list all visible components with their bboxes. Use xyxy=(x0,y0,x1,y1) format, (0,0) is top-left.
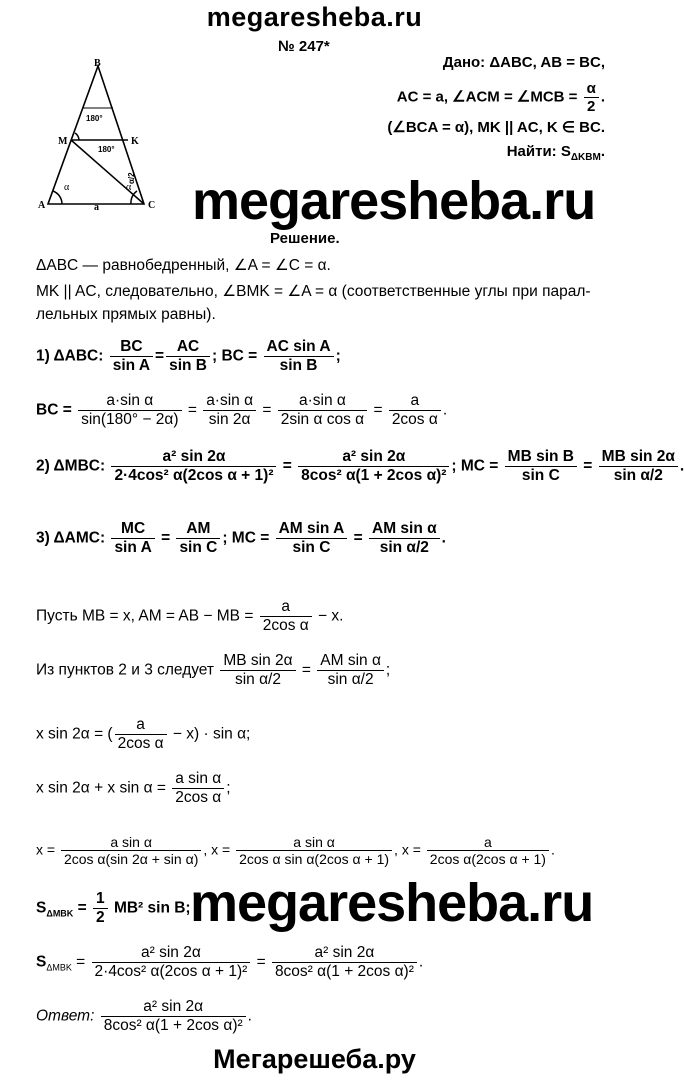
site-footer[interactable]: Мегарешеба.ру xyxy=(213,1044,416,1074)
step-1: 1) ΔABC: $\frac{BC}{\text{sin A}}$ = $\frac{AC}{\text{sin B}}$ ; BC = $\frac{\text{AC sin A}}{\text{sin B}}$ ; xyxy=(36,338,341,374)
area-result: $S_{\Delta MBK}$ = $\frac{\text{a² sin 2α}}{\text{2·4cos² α(2cos α + 1)²}}$ = $\frac{\text{a² sin 2α}}{\text{8cos² α(1 + 2cos α)²}}$ . xyxy=(36,944,424,980)
equation-2: x sin 2α + x sin α = $\frac{\text{a sin α}}{\text{2cos α}}$ ; xyxy=(36,770,231,806)
step-2: 2) ΔMBC: $\frac{\text{a² sin 2α}}{\text{2·4cos² α(2cos α + 1)²}}$ = $\frac{\text{a² sin 2α}}{\text{8cos² α(1 + 2cos α)²}}$ ; MC = $\frac{\text{MB sin B}}{\text{sin C}}$ = $\frac{\text{MB sin 2α}}{\text{sin α/2}}$ . xyxy=(36,448,684,484)
label-alpha-half: α/2 xyxy=(127,172,136,184)
area-formula: $S_{\Delta MBK}$ = $\frac{1}{2}$ MB² sin B; xyxy=(36,890,191,926)
watermark-2: megaresheba.ru xyxy=(190,873,594,933)
given-line-1: Дано: ΔABC, AB = BC, xyxy=(442,54,605,71)
x-solution: x = $\frac{\text{a sin α}}{\text{2cos α(sin 2α + sin α)}}$ , x = $\frac{\text{a sin α}}{\text{2cos α sin α(2cos α + 1)}}$ , x = $\frac{a}{\text{2cos α(2cos α + 1)}}$ . xyxy=(36,834,555,868)
label-alpha-a: α xyxy=(64,182,70,193)
label-alpha-c: α xyxy=(126,182,132,193)
label-angle-180-1: 180° xyxy=(86,114,103,123)
label-M: M xyxy=(58,136,68,147)
find-line: Найти: $S_{\Delta KBM}$. xyxy=(506,143,605,163)
solution-title: Решение. xyxy=(270,230,340,247)
let-line: Пусть MB = x, AM = AB − MB = $\frac{a}{\text{2cos α}}$ − x. xyxy=(36,598,344,634)
solution-line-1: ΔABC — равнобедренный, ∠A = ∠C = α. xyxy=(36,257,331,274)
step-3: 3) ΔAMC: $\frac{MC}{\text{sin A}}$ = $\frac{AM}{\text{sin C}}$ ; MC = $\frac{\text{AM sin A}}{\text{sin C}}$ = $\frac{\text{AM sin α}}{\text{sin α/2}}$ . xyxy=(36,520,446,556)
watermark-1: megaresheba.ru xyxy=(192,171,596,231)
label-C: C xyxy=(148,200,156,211)
label-side-a: a xyxy=(94,202,99,213)
label-angle-180-2: 180° xyxy=(98,145,115,154)
given-line-2: AC = a, ∠ACM = ∠MCB = $\frac{\alpha}{2}$ . xyxy=(396,80,605,116)
bc-derivation: BC = $\frac{\text{a·sin α}}{\sin(180^\circ - 2\alpha)}$ = $\frac{\text{a·sin α}}{\sin 2\alpha}$ = $\frac{\text{a·sin α}}{\text{2sin α cos α}}$ = $\frac{a}{\text{2cos α}}$ . xyxy=(36,392,448,428)
label-B: B xyxy=(94,58,101,69)
answer: Ответ: $\frac{\text{a² sin 2α}}{\text{8cos² α(1 + 2cos α)²}}$ . xyxy=(36,998,252,1034)
label-A: A xyxy=(38,200,46,211)
solution-line-2: MK || AC, следовательно, ∠BMK = ∠A = α (соответственные углы при парал- xyxy=(36,283,591,300)
label-K: K xyxy=(131,136,139,147)
triangle-figure xyxy=(38,58,168,216)
equation-1: x sin 2α = ( $\frac{a}{\text{2cos α}}$ − x) · sin α; xyxy=(36,716,251,752)
given-line-3: (∠BCA = α), MK || AC, K ∈ BC. xyxy=(387,119,605,136)
alpha-half-fraction: $\frac{\alpha}{2}$ xyxy=(584,80,599,116)
from-line: Из пунктов 2 и 3 следует $\frac{\text{MB sin 2α}}{\text{sin α/2}}$ = $\frac{\text{AM sin α}}{\text{sin α/2}}$ ; xyxy=(36,652,391,688)
problem-number: № 247* xyxy=(278,38,330,55)
site-header[interactable]: megaresheba.ru xyxy=(206,2,423,32)
solution-line-3: лельных прямых равны). xyxy=(36,306,216,323)
